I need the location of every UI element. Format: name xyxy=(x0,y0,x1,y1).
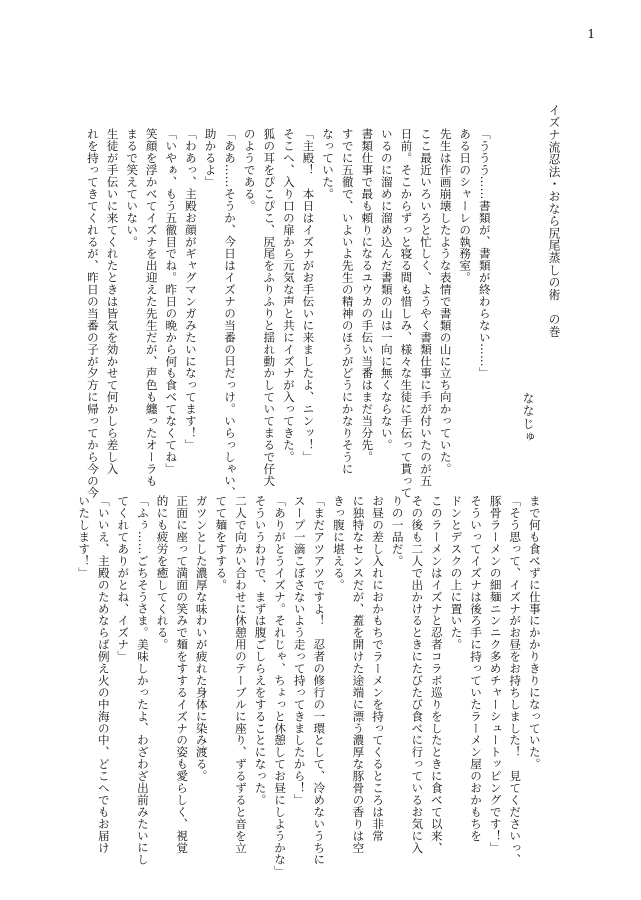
text-line: 「まだアツアツですよ！ 忍者の修行の一環として、冷めないうちに xyxy=(312,495,327,866)
text-line: に独特なセンスだが、蓋を開けた途端に漂う濃厚な豚骨の香りは空 xyxy=(351,495,366,854)
text-line: そういってイズナは後ろ手に持っていたラーメン屋のおかもちを xyxy=(469,495,484,842)
text-line: てくれてありがとね、イズナ」 xyxy=(116,495,131,663)
text-line: れを持ってきてくれるが、昨日の当番の子が夕方に帰ってから今の今 xyxy=(85,128,100,499)
text-line: その後も二人で出かけるときにたびたび食べに行っているお気に入 xyxy=(410,495,425,854)
text-line: 「ありがとうイズナ。それじゃ、ちょっと休憩してお昼にしようかな」 xyxy=(273,495,288,878)
text-line: まるで笑えていない。 xyxy=(125,128,140,248)
text-line: 「いやぁ、もう五徹目でね。昨日の晩から何も食べてなくてね」 xyxy=(164,128,179,475)
story-title: イズナ流忍法・おなら尻尾蒸しの術 の巻 xyxy=(547,104,561,338)
text-line: いたします！」 xyxy=(77,495,92,579)
text-line: りの一品だ。 xyxy=(390,495,405,567)
text-line: 書類仕事で最も頼りになるユウカの手伝い当番はまだ当分先。 xyxy=(360,128,375,463)
text-line: そういうわけで、まずは腹ごしらえをすることになった。 xyxy=(253,495,268,806)
text-line: 先生は作画崩壊したような表情で書類の山に立ち向かっていた。 xyxy=(438,128,453,475)
text-line: スープ一滴こぼさないよう走って持ってきましたから！」 xyxy=(292,495,307,806)
text-line: 生徒が手伝いに来てくれたときは皆気を効かせて何かしら差し入 xyxy=(105,128,120,475)
text-line: 「ううう……書類が、書類が終わらない……」 xyxy=(477,128,492,379)
text-line: 二人で向かい合わせに休憩用のテーブルに座り、ずるずると音を立 xyxy=(233,495,248,854)
text-line: 「主殿！ 本日はイズナがお手伝いに来ましたよ、ニンッ！」 xyxy=(301,128,316,463)
text-line: ガツンとした濃厚な味わいが疲れた身体に染み渡る。 xyxy=(194,495,209,782)
text-line: 狐の耳をぴこぴこ、尻尾をふりふりと揺れ動かしていてまるで仔犬 xyxy=(262,128,277,487)
bottom-lines xyxy=(74,495,544,878)
text-line: このラーメンはイズナと忍者コラボ巡りをしたときに食べて以来、 xyxy=(429,495,444,854)
text-line: てて麺をすする。 xyxy=(214,495,229,591)
text-line: すでに五徹で、いよいよ先生の精神のほうがどうにかなりそうに xyxy=(340,128,355,475)
text-line: ドンとデスクの上に置いた。 xyxy=(449,495,464,651)
text-line: ここ最近いろいろと忙しく、ようやく書類仕事に手が付いたのが五 xyxy=(419,128,434,487)
text-line: そこへ、入り口の扉から元気な声と共にイズナが入ってきた。 xyxy=(281,128,296,463)
text-line: 日前。そこからずっと寝る間も惜しみ、様々な生徒に手伝って貰って xyxy=(399,128,414,499)
text-line: 助かるよ」 xyxy=(203,128,218,188)
author-name: ななじゅ xyxy=(521,392,535,444)
bottom-text-block xyxy=(63,495,583,878)
text-line: 「いいえ、主殿のためならば例え火の中海の中、どこへでもお届け xyxy=(96,495,111,854)
text-line: 「わあっ、主殿お顔がギャグマンガみたいになってます！」 xyxy=(183,128,198,451)
text-line: 的にも疲労を癒してくれる。 xyxy=(155,495,170,651)
text-line: いるのに溜めに溜め込んだ書類の山は一向に無くならない。 xyxy=(379,128,394,451)
top-lines xyxy=(82,128,551,499)
text-line: 笑顔を浮かべてイズナを出迎えた先生だが、声色も纏ったオーラも xyxy=(144,128,159,487)
text-line: お昼の差し入れにおかもちでラーメンを持ってくるところは非常 xyxy=(371,495,386,842)
page-number: 1 xyxy=(587,27,595,41)
text-line: のようである。 xyxy=(242,128,257,212)
text-line: ある日のシャーレの執務室。 xyxy=(458,128,473,284)
text-line: 正面に座って満面の笑みで麺をすするイズナの姿も愛らしく、視覚 xyxy=(175,495,190,854)
text-line: 「そう思って、イズナがお昼をお持ちしました！ 見てくださいっ、 xyxy=(508,495,523,866)
text-line: 「ふぅ……ごちそうさま。美味しかったよ、わざわざ出前みたいにし xyxy=(135,495,150,866)
top-text-block xyxy=(61,128,591,499)
text-line: なっていた。 xyxy=(321,128,336,200)
text-line: 「ああ……そうか、今日はイズナの当番の日だっけ。いらっしゃい、 xyxy=(223,128,238,499)
text-line: 豚骨ラーメンの細麺ニンニク多めチャーシュートッピングです！」 xyxy=(488,495,503,854)
text-line: きっ腹に堪える。 xyxy=(331,495,346,591)
text-line: まで何も食べずに仕事にかかりきりになっていた。 xyxy=(527,495,542,770)
